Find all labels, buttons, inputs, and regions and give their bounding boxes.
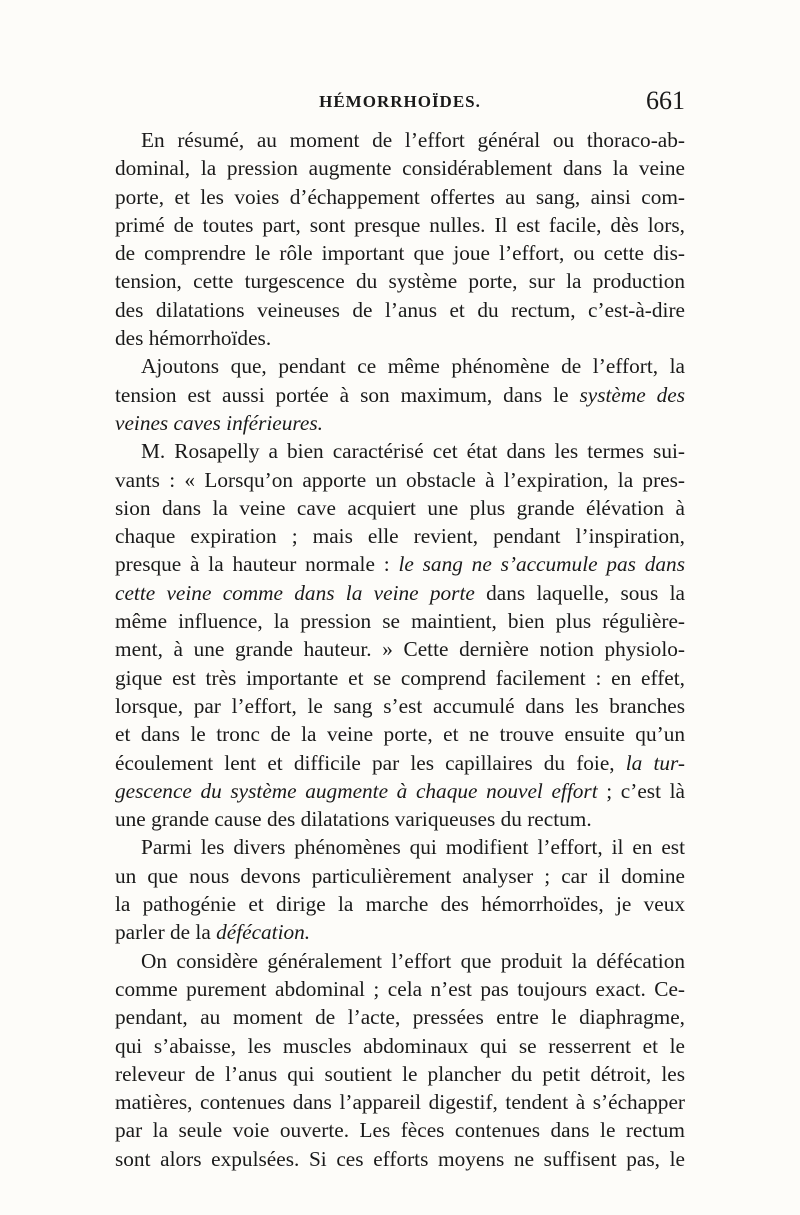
text-line: [115, 720, 685, 748]
text-line: [115, 777, 685, 805]
text-line: [115, 522, 685, 550]
text-line: [115, 1032, 685, 1060]
text-segment: ; c’est là: [597, 778, 685, 803]
page-header: [115, 86, 685, 122]
text-line: [115, 296, 685, 324]
text-line: [115, 862, 685, 890]
paragraph: [115, 126, 685, 352]
body-text: [115, 126, 685, 1173]
text-line: [115, 579, 685, 607]
text-segment: qui s’abaisse, les muscles abdominaux qui se resserrent et le: [115, 1033, 685, 1058]
paragraph: [115, 947, 685, 1173]
paragraph: [115, 833, 685, 946]
text-segment: matières, contenues dans l’appareil digestif, tendent à s’échapper: [115, 1090, 685, 1115]
italic-text: veines caves inférieures.: [115, 410, 323, 435]
paragraph: [115, 437, 685, 833]
text-line: [115, 947, 685, 975]
italic-text: défécation.: [216, 920, 311, 945]
text-line: [115, 1088, 685, 1116]
text-line: [115, 239, 685, 267]
text-line: [115, 975, 685, 1003]
text-segment: gique est très importante et se comprend facilement : en effet,: [115, 665, 685, 690]
text-line: [115, 1145, 685, 1173]
text-line: [115, 1003, 685, 1031]
text-line: [115, 664, 685, 692]
text-line: [115, 126, 685, 154]
text-segment: Parmi les divers phénomènes qui modifient l’effort, il en est: [141, 835, 685, 860]
text-segment: des hémorrhoïdes.: [115, 326, 272, 351]
text-segment: ment, à une grande hauteur. » Cette dernière notion physiolo-: [115, 637, 685, 662]
text-segment: M. Rosapelly a bien caractérisé cet état dans les termes sui-: [141, 439, 685, 464]
text-segment: et dans le tronc de la veine porte, et ne trouve ensuite qu’un: [115, 722, 685, 747]
text-segment: des dilatations veineuses de l’anus et du rectum, c’est-à-dire: [115, 297, 685, 322]
italic-text: la tur-: [625, 750, 685, 775]
text-segment: presque à la hauteur normale :: [115, 552, 399, 577]
text-segment: tension, cette turgescence du système porte, sur la production: [115, 269, 685, 294]
text-segment: sion dans la veine cave acquiert une plus grande élévation à: [115, 495, 685, 520]
text-line: [115, 918, 685, 946]
text-segment: On considère généralement l’effort que produit la défécation: [141, 948, 685, 973]
text-segment: par la seule voie ouverte. Les fèces contenues dans le rectum: [115, 1118, 685, 1143]
text-line: [115, 1060, 685, 1088]
italic-text: cette veine comme dans la veine porte: [115, 580, 475, 605]
text-line: [115, 324, 685, 352]
text-segment: Ajoutons que, pendant ce même phénomène de l’effort, la: [141, 354, 685, 379]
text-line: [115, 352, 685, 380]
italic-text: le sang ne s’accumule pas dans: [398, 552, 685, 577]
text-line: [115, 635, 685, 663]
text-line: [115, 805, 685, 833]
text-segment: de comprendre le rôle important que joue l’effort, ou cette dis-: [115, 241, 685, 266]
text-segment: dans laquelle, sous la: [474, 580, 685, 605]
text-segment: comme purement abdominal ; cela n’est pas toujours exact. Ce-: [115, 976, 685, 1001]
text-segment: même influence, la pression se maintient, bien plus régulière-: [115, 609, 685, 634]
text-segment: la pathogénie et dirige la marche des hémorrhoïdes, je veux: [115, 892, 685, 917]
text-line: [115, 437, 685, 465]
text-line: [115, 1116, 685, 1144]
text-line: [115, 267, 685, 295]
text-segment: un que nous devons particulièrement analyser ; car il domine: [115, 863, 685, 888]
text-line: [115, 409, 685, 437]
italic-text: gescence du système augmente à chaque nouvel effort: [115, 778, 598, 803]
page-number: 661: [646, 86, 685, 115]
text-segment: écoulement lent et difficile par les capillaires du foie,: [115, 750, 626, 775]
text-line: [115, 607, 685, 635]
text-segment: En résumé, au moment de l’effort général ou thoraco-ab-: [141, 128, 685, 152]
text-line: [115, 211, 685, 239]
text-segment: porte, et les voies d’échappement offertes au sang, ainsi com-: [115, 184, 685, 209]
text-segment: primé de toutes part, sont presque nulles. Il est facile, dès lors,: [115, 212, 685, 237]
text-line: [115, 550, 685, 578]
text-line: [115, 183, 685, 211]
text-segment: lorsque, par l’effort, le sang s’est accumulé dans les branches: [115, 693, 685, 718]
paragraph: [115, 352, 685, 437]
text-segment: dominal, la pression augmente considérablement dans la veine: [115, 156, 685, 181]
text-segment: parler de la: [115, 920, 217, 945]
text-line: [115, 890, 685, 918]
text-segment: une grande cause des dilatations variqueuses du rectum.: [115, 807, 592, 832]
text-segment: pendant, au moment de l’acte, pressées entre le diaphragme,: [115, 1005, 685, 1030]
text-segment: chaque expiration ; mais elle revient, pendant l’inspiration,: [115, 524, 685, 549]
text-segment: tension est aussi portée à son maximum, dans le: [115, 382, 580, 407]
text-line: [115, 692, 685, 720]
text-line: [115, 749, 685, 777]
italic-text: système des: [579, 382, 685, 407]
text-line: [115, 154, 685, 182]
text-line: [115, 494, 685, 522]
running-title: HÉMORRHOÏDES.: [319, 92, 481, 111]
text-line: [115, 466, 685, 494]
text-segment: releveur de l’anus qui soutient le plancher du petit détroit, les: [115, 1061, 685, 1086]
text-segment: sont alors expulsées. Si ces efforts moyens ne suffisent pas, le: [115, 1146, 685, 1171]
text-segment: vants : « Lorsqu’on apporte un obstacle à l’expiration, la pres-: [115, 467, 685, 492]
text-line: [115, 833, 685, 861]
text-line: [115, 381, 685, 409]
